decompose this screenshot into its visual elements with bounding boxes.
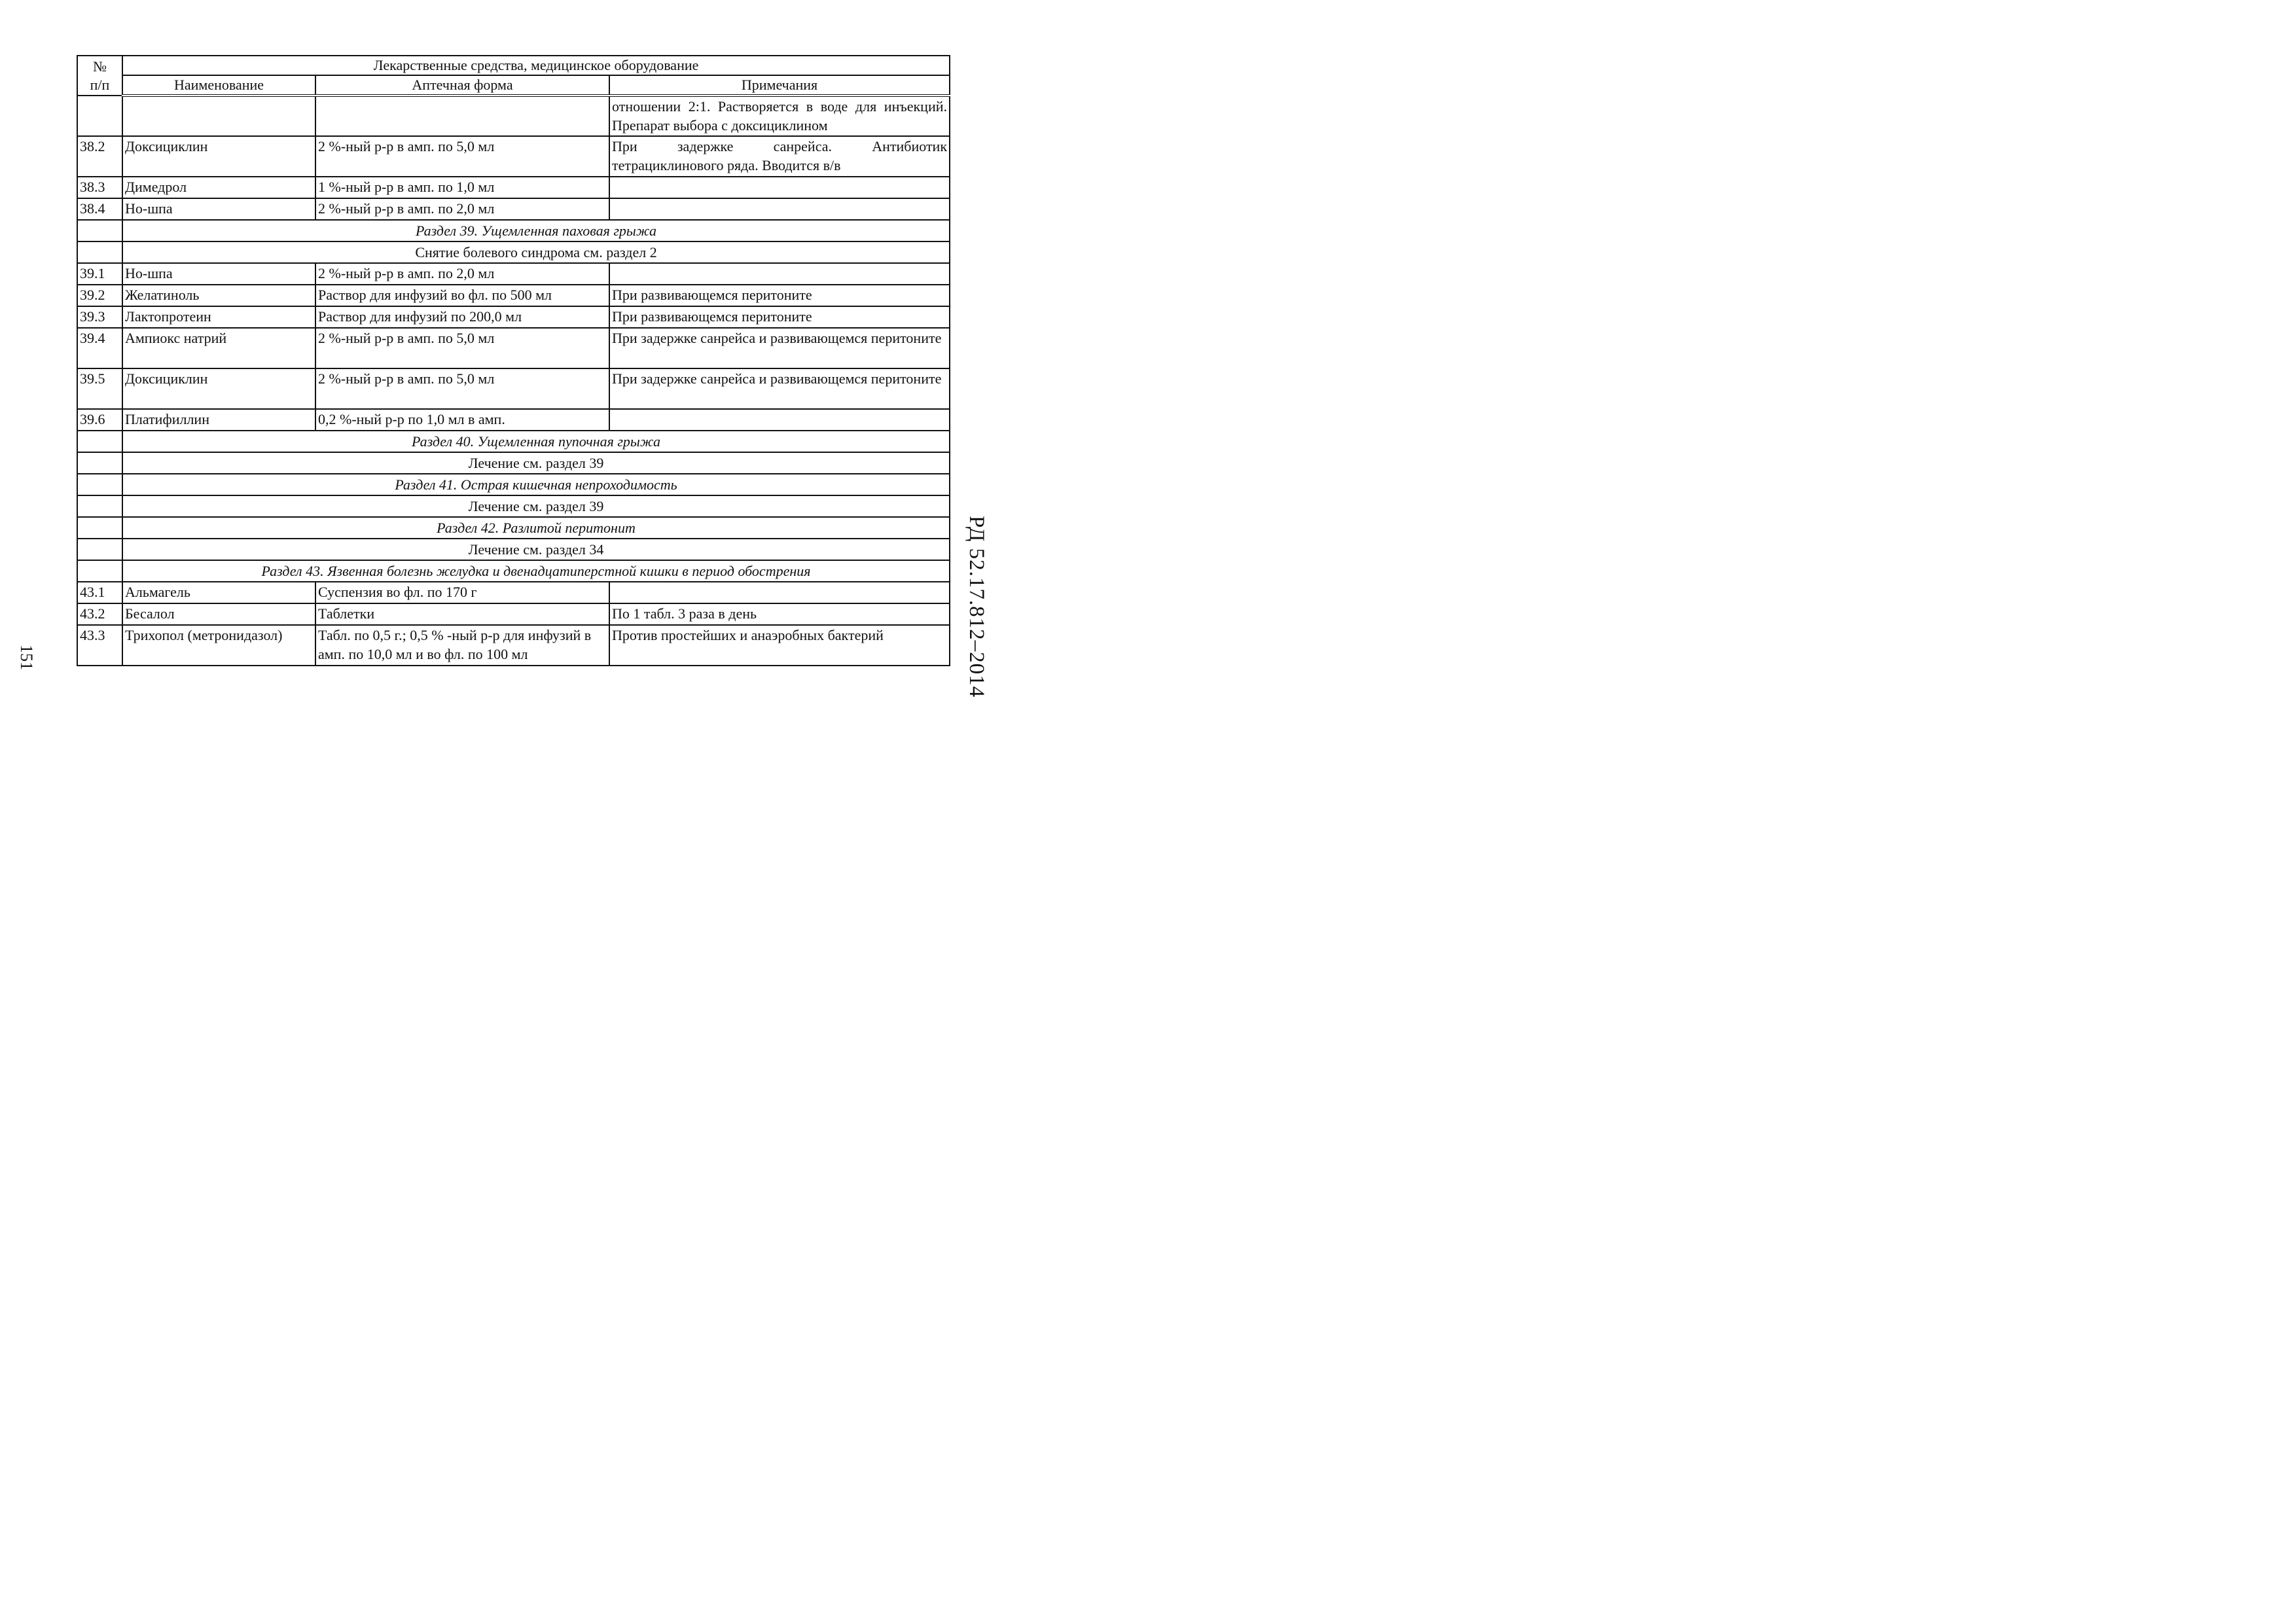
table-row [77,177,950,198]
section-41-note: Лечение см. раздел 39 [122,495,950,517]
row-name: Платифиллин [122,409,315,431]
row-form: 2 %-ный р-р в амп. по 5,0 мл [315,136,609,177]
row-form: 2 %-ный р-р в амп. по 5,0 мл [315,368,609,409]
table-row [77,328,950,368]
row-form: Раствор для инфузий во фл. по 500 мл [315,285,609,306]
row-num: 38.4 [77,198,122,220]
row-name: Димедрол [122,177,315,198]
row-notes: При задержке санрейса. Антибиотик тетрациклинового ряда. Вводится в/в [609,136,950,177]
section-42-title: Раздел 42. Разлитой перитонит [122,517,950,539]
row-form: Табл. по 0,5 г.; 0,5 % -ный р-р для инфузий в амп. по 10,0 мл и во фл. по 100 мл [315,625,609,666]
row-form: 1 %-ный р-р в амп. по 1,0 мл [315,177,609,198]
row-num: 43.1 [77,582,122,603]
row-notes [609,582,950,603]
row-name: Доксициклин [122,368,315,409]
row-name: Трихопол (метронидазол) [122,625,315,666]
section-42-note-row [77,539,950,560]
table-row [77,263,950,285]
table-row [77,198,950,220]
page-number: 151 [17,645,36,670]
section-39-note-row [77,241,950,263]
row-notes: отношении 2:1. Растворяется в воде для инъекций. Препарат выбора с доксициклином [609,96,950,136]
header-row-top [77,56,950,75]
section-39-title-row [77,220,950,241]
row-notes: При задержке санрейса и развивающемся перитоните [609,328,950,368]
table-row [77,582,950,603]
empty-num-cell [77,241,122,263]
row-form [315,96,609,136]
header-group-title: Лекарственные средства, медицинское оборудование [122,56,950,75]
row-num: 43.2 [77,603,122,625]
row-form: 2 %-ный р-р в амп. по 2,0 мл [315,198,609,220]
table-row [77,136,950,177]
section-41-title: Раздел 41. Острая кишечная непроходимость [122,474,950,495]
empty-num-cell [77,220,122,241]
section-41-note-row [77,495,950,517]
row-num: 39.6 [77,409,122,431]
section-43-title: Раздел 43. Язвенная болезнь желудка и двенадцатиперстной кишки в период обострения [122,560,950,582]
row-name: Но-шпа [122,263,315,285]
row-num: 39.1 [77,263,122,285]
section-40-title-row [77,431,950,452]
section-43-title-row [77,560,950,582]
row-form: Таблетки [315,603,609,625]
empty-num-cell [77,431,122,452]
header-num-top: № [93,58,107,75]
row-num: 39.4 [77,328,122,368]
empty-num-cell [77,539,122,560]
row-form: 0,2 %-ный р-р по 1,0 мл в амп. [315,409,609,431]
section-42-title-row [77,517,950,539]
row-num: 38.3 [77,177,122,198]
row-form: Суспензия во фл. по 170 г [315,582,609,603]
row-notes [609,198,950,220]
table-row [77,625,950,666]
row-num: 39.5 [77,368,122,409]
empty-num-cell [77,517,122,539]
section-41-title-row [77,474,950,495]
section-39-title: Раздел 39. Ущемленная паховая грыжа [122,220,950,241]
header-num [77,56,122,96]
row-name: Желатиноль [122,285,315,306]
table-row [77,368,950,409]
row-name: Доксициклин [122,136,315,177]
row-num [77,96,122,136]
header-row-bottom [77,75,950,96]
row-notes [609,177,950,198]
header-col-form: Аптечная форма [315,75,609,96]
empty-num-cell [77,474,122,495]
header-col-notes: Примечания [609,75,950,96]
header-col-name: Наименование [122,75,315,96]
row-num: 39.3 [77,306,122,328]
empty-num-cell [77,495,122,517]
document-code: РД 52.17.812–2014 [965,516,988,698]
empty-num-cell [77,560,122,582]
section-42-note: Лечение см. раздел 34 [122,539,950,560]
row-notes: При развивающемся перитоните [609,285,950,306]
section-40-note: Лечение см. раздел 39 [122,452,950,474]
table-row [77,603,950,625]
row-name [122,96,315,136]
section-40-note-row [77,452,950,474]
row-name: Но-шпа [122,198,315,220]
table-row [77,96,950,136]
row-form: 2 %-ный р-р в амп. по 2,0 мл [315,263,609,285]
medications-table [77,55,950,666]
table-row [77,285,950,306]
section-39-note: Снятие болевого синдрома см. раздел 2 [122,241,950,263]
row-form: Раствор для инфузий по 200,0 мл [315,306,609,328]
row-name: Бесалол [122,603,315,625]
row-notes: Против простейших и анаэробных бактерий [609,625,950,666]
row-num: 39.2 [77,285,122,306]
empty-num-cell [77,452,122,474]
row-name: Альмагель [122,582,315,603]
row-name: Лактопротеин [122,306,315,328]
section-40-title: Раздел 40. Ущемленная пупочная грыжа [122,431,950,452]
row-notes: По 1 табл. 3 раза в день [609,603,950,625]
row-notes: При задержке санрейса и развивающемся перитоните [609,368,950,409]
row-notes: При развивающемся перитоните [609,306,950,328]
row-notes [609,263,950,285]
row-name: Ампиокс натрий [122,328,315,368]
row-form: 2 %-ный р-р в амп. по 5,0 мл [315,328,609,368]
row-notes [609,409,950,431]
table-row [77,306,950,328]
table-row [77,409,950,431]
row-num: 38.2 [77,136,122,177]
header-num-bottom: п/п [90,76,110,93]
row-num: 43.3 [77,625,122,666]
